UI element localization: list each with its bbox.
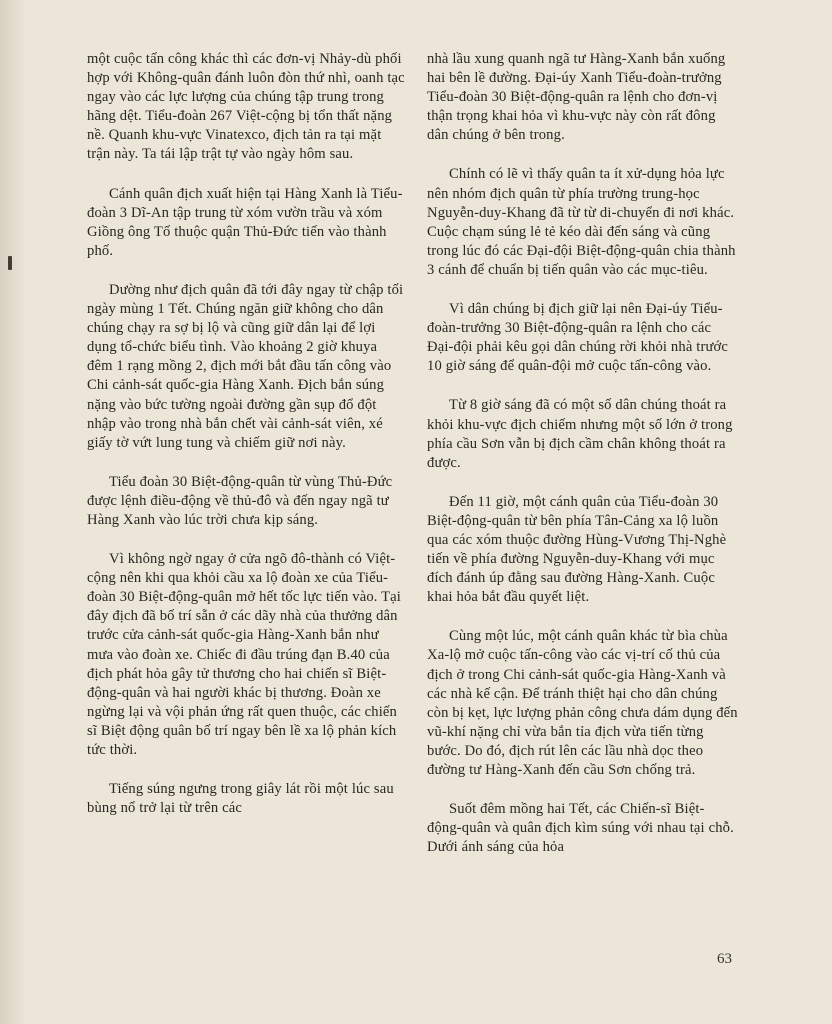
paragraph: Cùng một lúc, một cánh quân khác từ bìa chùa Xa-lộ mở cuộc tấn-công vào các vị-trí cố thủ của địch ở trong Chi cảnh-sát quốc-gia Hàng-Xanh và các nhà kế cận. Để tránh thiệt hại cho dân chúng còn bị kẹt, lực lượng phản công chưa dám dụng đến vũ-khí nặng chỉ vừa bắn tỉa địch vừa tiến từng bước. Do đó, địch rút lên các lầu nhà dọc theo đường tư Hàng-Xanh đến cầu Sơn chống trả. (427, 628, 738, 778)
paragraph: Cánh quân địch xuất hiện tại Hàng Xanh là Tiểu-đoàn 3 Dĩ-An tập trung từ xóm vườn trầu và xóm Giồng ông Tố thuộc quận Thủ-Đức tiến vào thành phố. (87, 185, 403, 259)
paragraph: nhà lầu xung quanh ngã tư Hàng-Xanh bắn xuống hai bên lề đường. Đại-úy Xanh Tiểu-đoàn-trưởng Tiểu-đoàn 30 Biệt-động-quân ra lệnh cho đơn-vị thận trọng khai hỏa vì khu-vực này còn rất đông dân chúng ở bên trong. (427, 51, 726, 144)
paragraph: Chính có lẽ vì thấy quân ta ít xử-dụng hỏa lực nên nhóm địch quân từ phía trường trung-học Nguyễn-duy-Khang đã từ từ di-chuyển đi nơi khác. Cuộc chạm súng lẻ tẻ kéo dài đến sáng và cũng trong lúc đó các Đại-đội Biệt-động-quân chia thành 3 cánh để chuẩn bị tiến quân vào các mục-tiêu. (427, 166, 736, 278)
paragraph: một cuộc tấn công khác thì các đơn-vị Nhảy-dù phối hợp với Không-quân đánh luôn đòn thứ nhì, oanh tạc ngay vào các lực lượng của chúng tập trung trong hãng dệt. Tiểu-đoàn 267 Việt-cộng bị tổn thất nặng nề. Quanh khu-vực Vinatexco, địch tản ra tại mặt trận này. Ta tái lập trật tự vào ngày hôm sau. (87, 51, 405, 163)
paragraph: Tiểu đoàn 30 Biệt-động-quân từ vùng Thủ-Đức được lệnh điều-động về thủ-đô và đến ngay ngã tư Hàng Xanh vào lúc trời chưa kịp sáng. (87, 473, 393, 528)
paragraph: Vì dân chúng bị địch giữ lại nên Đại-úy Tiểu-đoàn-trưởng 30 Biệt-động-quân ra lệnh cho các Đại-đội phải kêu gọi dân chúng rời khỏi nhà trước 10 giờ sáng để quân-đội mở cuộc tấn-công vào. (427, 301, 729, 375)
paragraph: Đến 11 giờ, một cánh quân của Tiểu-đoàn 30 Biệt-động-quân từ bên phía Tân-Cảng xa lộ luồn qua các xóm thuộc đường Hùng-Vương Thị-Nghè tiến về phía đường Nguyễn-duy-Khang với mục đích đánh úp đằng sau đường Hàng-Xanh. Cuộc khai hỏa bắt đầu quyết liệt. (427, 493, 727, 606)
right-column (427, 50, 739, 877)
paragraph: Tiếng súng ngưng trong giây lát rồi một lúc sau bùng nổ trở lại từ trên các (87, 781, 394, 817)
margin-mark (8, 256, 12, 270)
paragraph: Từ 8 giờ sáng đã có một số dân chúng thoát ra khỏi khu-vực địch chiếm nhưng một số lớn ở trong phía cầu Sơn vẫn bị địch cầm chân không thoát ra được. (427, 397, 733, 471)
paragraph: Dường như địch quân đã tới đây ngay từ chập tối ngày mùng 1 Tết. Chúng ngăn giữ không cho dân chúng chạy ra sợ bị lộ và cũng giữ dân lại để lợi dụng tổ-chức biểu tình. Vào khoảng 2 giờ khuya đêm 1 rạng mồng 2, địch mới bắt đầu tấn công vào Chi cảnh-sát quốc-gia Hàng Xanh. Địch bắn súng nặng vào bức tường ngoài đường gần sụp đổ đột nhập vào trong nhà bắn chết vài cảnh-sát viên, xé giấy tờ vứt lung tung và chiếm giữ nơi này. (87, 281, 404, 451)
paragraph: Suốt đêm mồng hai Tết, các Chiến-sĩ Biệt-động-quân và quân địch kìm súng với nhau tại chỗ. Dưới ánh sáng của hỏa (427, 801, 734, 856)
left-column (87, 50, 405, 838)
paragraph: Vì không ngờ ngay ở cửa ngõ đô-thành có Việt-cộng nên khi qua khỏi cầu xa lộ đoàn xe của Tiểu-đoàn 30 Biệt-động-quân mở hết tốc lực tiến vào. Tại đây địch đã bố trí sẵn ở các dãy nhà của thưởng dân trước cửa cảnh-sát quốc-gia Hàng-Xanh bắn như mưa vào đoàn xe. Chiếc đi đầu trúng đạn B.40 của địch phát hỏa gây tử thương cho hai chiến sĩ Biệt-động-quân và hai người khác bị thương. Đoàn xe ngừng lại và vội phản ứng rất quen thuộc, các chiến sĩ Biệt động quân bố trí ngay bên lề xa lộ phản kích tức thời. (87, 551, 401, 758)
page-number: 63 (717, 951, 732, 967)
